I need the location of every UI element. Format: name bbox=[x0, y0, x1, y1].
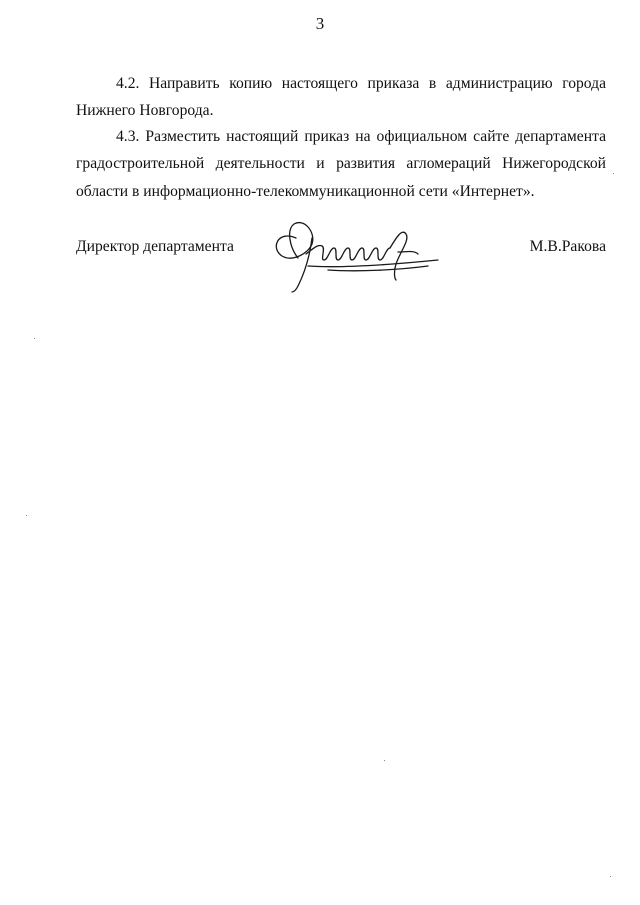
paragraph-4-2: 4.2. Направить копию настоящего приказа в администрацию города Нижнего Новгорода. bbox=[76, 74, 606, 120]
paragraph-4-3: 4.3. Разместить настоящий приказ на официальном сайте департамента градостроительной деятельности и развития агломераций Нижегородской области в информационно-телекоммуникационной сети «Интернет». bbox=[76, 127, 606, 200]
scan-speck bbox=[384, 760, 385, 761]
scan-speck bbox=[34, 338, 35, 339]
scan-speck bbox=[26, 515, 27, 516]
signatory-title: Директор департамента bbox=[76, 238, 234, 255]
handwritten-signature-icon bbox=[268, 208, 448, 298]
page-number: 3 bbox=[315, 14, 325, 33]
scan-speck bbox=[610, 876, 611, 877]
scan-speck bbox=[613, 173, 614, 174]
signatory-name: М.В.Ракова bbox=[529, 238, 606, 255]
